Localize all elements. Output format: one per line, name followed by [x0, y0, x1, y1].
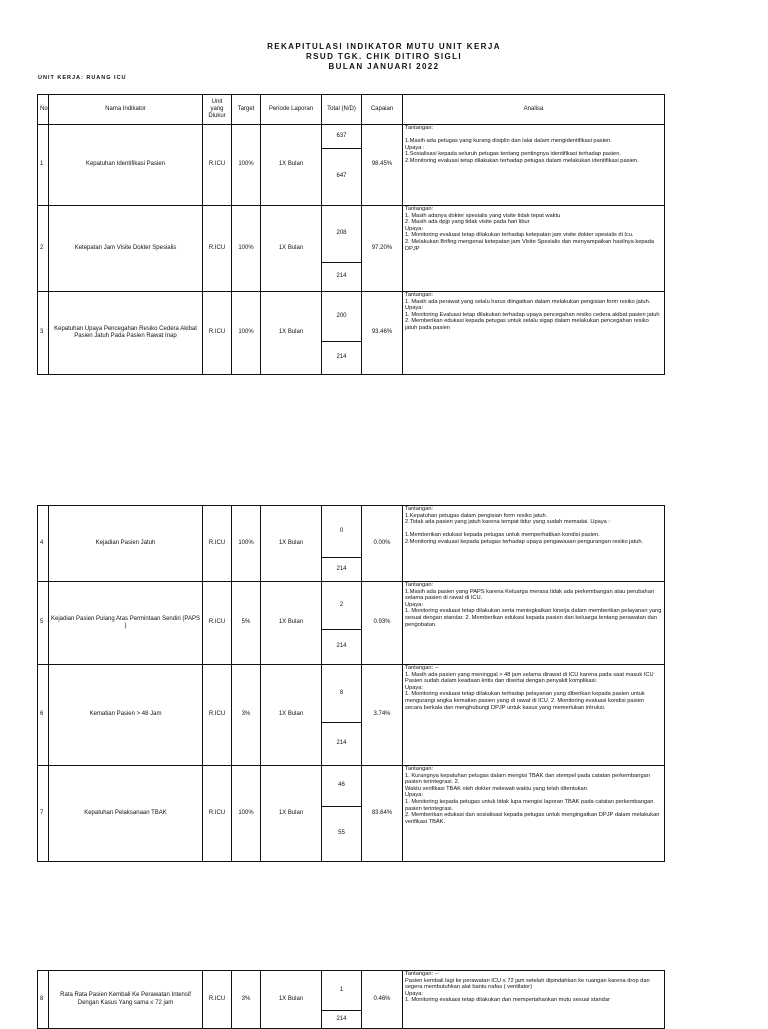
indicator-analisa: [403, 206, 665, 292]
analisa-line: 1. Monitoring Evaluasi tetap dilakukan terhadap upaya pencegahan resiko cedera akibat pasien jatuh: [405, 311, 660, 318]
indicator-number: 2: [38, 206, 49, 292]
analisa-line: 1.Masih ada pasien yang PAPS karena Keluarga merasa tidak ada perkembangan atau perubahan selama pasien di rawat di ICU.: [405, 588, 655, 602]
analisa-line: Upaya:: [405, 792, 424, 799]
indicator-number: 5: [38, 582, 49, 665]
indicator-denominator: 55: [322, 807, 362, 862]
report-title-block: [0, 42, 768, 72]
indicator-analisa: [403, 506, 665, 582]
analisa-line: 1. Masih adanya dokter spesialis yang visite tidak tepat waktu: [405, 212, 561, 219]
indicator-periode: 1X Bulan: [261, 582, 322, 665]
indicator-numerator: 208: [322, 206, 362, 263]
analisa-line: Upaya:: [405, 601, 424, 608]
analisa-line: Upaya:: [405, 305, 424, 312]
analisa-line: Tantangan:: [405, 506, 434, 512]
indicator-unit: R.ICU: [203, 582, 232, 665]
indicator-number: 4: [38, 506, 49, 582]
analisa-line: Tantangan: --: [405, 971, 439, 977]
indicator-name: Kepatuhan Upaya Pencegahan Resiko Cedera Akibat Pasien Jatuh Pada Pasien Rawat Inap: [49, 292, 203, 375]
indicator-unit: R.ICU: [203, 766, 232, 862]
indicator-periode: 1X Bulan: [261, 125, 322, 206]
indicator-capaian: 97.20%: [362, 206, 403, 292]
analisa-line: 1. Masih ada pasien yang meninggal > 48 jam selama dirawat di ICU karena pada saat masuk ICU Pasien sudah dalam keadaan kritis dan disertai dengan penyakit komplikasi.: [405, 671, 654, 685]
indicator-capaian: 0.00%: [362, 506, 403, 582]
col-header-capaian: Capaian: [362, 95, 403, 125]
indicator-table-page-2: [37, 505, 665, 862]
indicator-denominator: 214: [322, 1011, 362, 1029]
indicator-numerator: 200: [322, 292, 362, 342]
analisa-line: Upaya:: [405, 990, 424, 997]
indicator-denominator: 214: [322, 342, 362, 375]
indicator-analisa: [403, 971, 665, 1029]
analisa-line: 2. Memberikan edukasi kepada petugas untuk selalu sigap dalam melakukan pencegahan resiko jatuh pada pasien: [405, 318, 649, 331]
analisa-line: 2. Melakukan Brifing mengenai ketepatan jam Visite Spesialis dan menyampaikan hasilnya kepada DPJP: [405, 238, 655, 252]
indicator-analisa: [403, 665, 665, 766]
indicator-row: [38, 665, 665, 723]
analisa-line: Tantangan:: [405, 125, 434, 131]
indicator-periode: 1X Bulan: [261, 292, 322, 375]
indicator-periode: 1X Bulan: [261, 766, 322, 862]
indicator-denominator: 214: [322, 558, 362, 582]
indicator-number: 7: [38, 766, 49, 862]
indicator-name: Kematian Pasien > 48 Jam: [49, 665, 203, 766]
indicator-analisa: [403, 582, 665, 665]
indicator-name: Kepatuhan Identifikasi Pasien: [49, 125, 203, 206]
analisa-line: Tantangan: --: [405, 665, 439, 671]
report-title: REKAPITULASI INDIKATOR MUTU UNIT KERJA: [267, 42, 501, 51]
indicator-unit: R.ICU: [203, 125, 232, 206]
indicator-unit: R.ICU: [203, 206, 232, 292]
indicator-target: 3%: [232, 665, 261, 766]
analisa-line: 1. Monitoring evaluasi tetap dilakukan terhadap ketepatan jam visite dokter spesialis di Icu.: [405, 232, 634, 239]
col-header-analisa: Analisa: [403, 95, 665, 125]
analisa-line: Tantangan:: [405, 292, 434, 298]
indicator-name: Kejadian Pasien Pulang Atas Permintaan Sendiri (PAPS ): [49, 582, 203, 665]
analisa-line: 1. Monitoring kepada petugas untuk tidak lupa mengisi laporan TBAK pada catatan perkembangan pasien terintegrasi.: [405, 798, 654, 812]
indicator-name: Ketepatan Jam Visite Dokter Spesialis: [49, 206, 203, 292]
col-header-total: Total (N/D): [322, 95, 362, 125]
analisa-line: Waktu verifikasi TBAK oleh dokter melewati waktu yang telah ditentukan.: [405, 785, 589, 792]
indicator-capaian: 3.74%: [362, 665, 403, 766]
indicator-number: 1: [38, 125, 49, 206]
indicator-target: 100%: [232, 506, 261, 582]
analisa-line: Tantangan:: [405, 206, 434, 212]
indicator-number: 3: [38, 292, 49, 375]
analisa-line: 1. Kurangnya kepatuhan petugas dalam mengisi TBAK dan stempel pada catatan perkembangan pasien terintegrasi. 2.: [405, 772, 650, 786]
table-header-row: [38, 95, 665, 125]
indicator-target: 3%: [232, 971, 261, 1029]
analisa-line: Upaya:: [405, 225, 424, 232]
col-header-unit: Unit yang Diukur: [203, 95, 232, 125]
analisa-line: 1. Masih ada perawat yang selalu harus diingatkan dalam melakukan pengisian form resiko jatuh.: [405, 298, 651, 305]
indicator-row: [38, 125, 665, 149]
indicator-unit: R.ICU: [203, 971, 232, 1029]
indicator-numerator: 0: [322, 506, 362, 558]
indicator-denominator: 214: [322, 263, 362, 292]
indicator-periode: 1X Bulan: [261, 971, 322, 1029]
analisa-line: 1.Sosialisasi kepada seluruh petugas tentang pentingnya identifikasi terhadap pasien.: [405, 151, 621, 158]
analisa-line: 1. Monitoring evaluasi tetap dilakukan terhadap pelayanan yang diberikan kepada pasien untuk mengurangi angka kematian pasien yang di rawat di ICU. 2. Monitoring evaluasi kondisi pasien secara berkala dan menghubungi DPJP untuk kasus yang memerlukan intruksi.: [405, 691, 645, 711]
indicator-capaian: 0.93%: [362, 582, 403, 665]
indicator-denominator: 214: [322, 723, 362, 766]
indicator-number: 8: [38, 971, 49, 1029]
indicator-table-page-3: [37, 970, 665, 1029]
analisa-line: Tantangan:: [405, 766, 434, 772]
indicator-numerator: 8: [322, 665, 362, 723]
analisa-line: [405, 132, 662, 139]
col-header-target: Target: [232, 95, 261, 125]
indicator-capaian: 83.64%: [362, 766, 403, 862]
analisa-line: 2. Masih ada dpjp yang tidak visite pada hari libur: [405, 219, 530, 226]
indicator-target: 100%: [232, 206, 261, 292]
analisa-line: 1.Kepatuhan petugas dalam pengisian form resiko jatuh.: [405, 512, 548, 519]
indicator-row: [38, 971, 665, 1011]
indicator-target: 100%: [232, 292, 261, 375]
analisa-line: 2.Tidak ada pasien yang jatuh karena tempat tidur yang sudah memadai. Upaya :: [405, 519, 610, 526]
indicator-capaian: 98.45%: [362, 125, 403, 206]
indicator-analisa: [403, 125, 665, 206]
analisa-line: Pasien kembali lagi ke perawatan ICU ≤ 72 jam setelah dipindahkan ke ruangan karena drop dan segera membutuhkan alat bantu nafas ( ventilator): [405, 977, 650, 991]
indicator-periode: 1X Bulan: [261, 206, 322, 292]
indicator-denominator: 647: [322, 149, 362, 206]
indicator-periode: 1X Bulan: [261, 506, 322, 582]
indicator-numerator: 1: [322, 971, 362, 1011]
col-header-no: No: [38, 95, 49, 125]
indicator-row: [38, 206, 665, 263]
analisa-line: Tantangan:: [405, 582, 434, 588]
indicator-target: 100%: [232, 125, 261, 206]
indicator-denominator: 214: [322, 630, 362, 665]
analisa-line: Upaya:: [405, 684, 424, 691]
analisa-line: 2. Memberikan edukasi dan sosialisasi kepada petugas untuk mengingatkan DPJP dalam melakukan verifikasi TBAK.: [405, 812, 660, 825]
indicator-capaian: 93.46%: [362, 292, 403, 375]
indicator-analisa: [403, 292, 665, 375]
indicator-periode: 1X Bulan: [261, 665, 322, 766]
report-period: BULAN JANUARI 2022: [328, 62, 440, 71]
analisa-line: 2.Monitoring evaluasi kepada petugas terhadap upaya pengawasan pengurangan resiko jatuh.: [405, 538, 644, 545]
indicator-capaian: 0.46%: [362, 971, 403, 1029]
col-header-periode: Periode Laporan: [261, 95, 322, 125]
analisa-line: 1. Monitoring evaluasi tetap dilakukan serta meningkatkan kinerja dalam memberikan pelayanan yang sesuai dengan standar. 2. Memberikan edukasi kepada pasien dan keluarga tentang perawatan dan pengobatan.: [405, 608, 662, 628]
indicator-name: Kejadian Pasien Jatuh: [49, 506, 203, 582]
indicator-row: [38, 582, 665, 630]
analisa-line: [405, 526, 662, 533]
indicator-row: [38, 766, 665, 807]
indicator-name: Rata Rata Pasien Kembali Ke Perawatan Intensif Dengan Kasus Yang sama ≤ 72 jam: [49, 971, 203, 1029]
col-header-nama: Nama Indikator: [49, 95, 203, 125]
indicator-numerator: 46: [322, 766, 362, 807]
indicator-row: [38, 292, 665, 342]
unit-kerja-label: UNIT KERJA: RUANG ICU: [38, 75, 127, 81]
analisa-line: Upaya :: [405, 144, 425, 151]
indicator-numerator: 637: [322, 125, 362, 149]
analisa-line: 2.Monitoring evaluasi tetap dilakukan terhadap petugas dalam melakukan identifikasi pasien.: [405, 157, 639, 164]
analisa-line: 1.Masih ada petugas yang kurang disiplin dan lalai dalam mengidentifikasi pasien.: [405, 138, 612, 145]
indicator-target: 5%: [232, 582, 261, 665]
analisa-line: 1.Memberikan edukasi kepada petugas untuk memperhatikan kondisi pasien.: [405, 532, 600, 539]
indicator-row: [38, 506, 665, 558]
indicator-number: 6: [38, 665, 49, 766]
indicator-name: Kepatuhan Pelaksanaan TBAK: [49, 766, 203, 862]
indicator-table-page-1: [37, 94, 665, 375]
indicator-unit: R.ICU: [203, 292, 232, 375]
analisa-line: 1. Monitoring evaluasi tetap dilakukan dan mempertahankan mutu sesuai standar: [405, 997, 610, 1004]
hospital-name: RSUD TGK. CHIK DITIRO SIGLI: [305, 52, 463, 61]
indicator-target: 100%: [232, 766, 261, 862]
indicator-unit: R.ICU: [203, 506, 232, 582]
indicator-numerator: 2: [322, 582, 362, 630]
indicator-analisa: [403, 766, 665, 862]
indicator-unit: R.ICU: [203, 665, 232, 766]
